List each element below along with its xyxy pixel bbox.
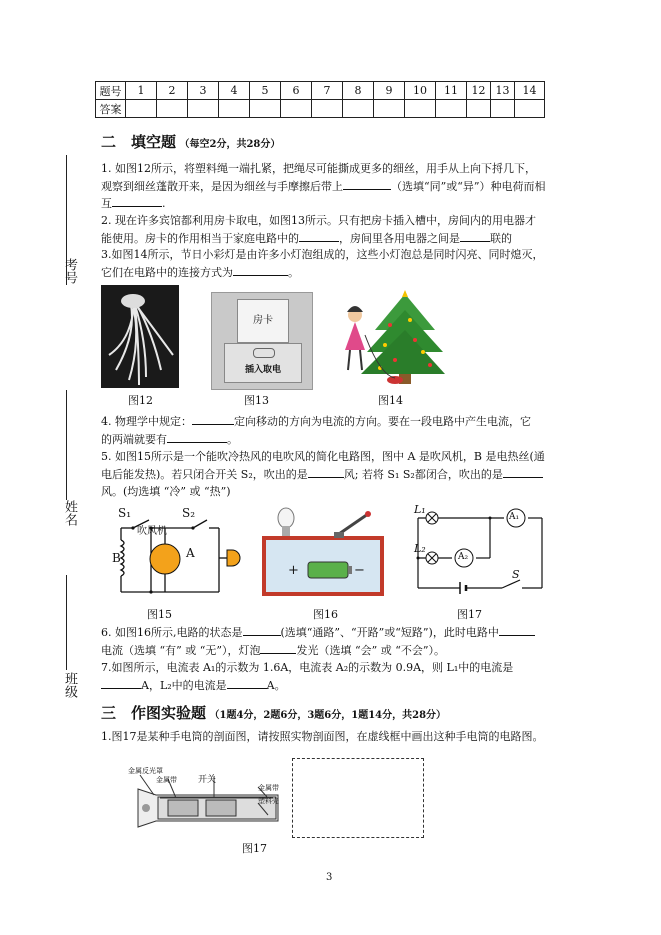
- q3-line2: [101, 264, 571, 282]
- table-cell: 1: [126, 82, 157, 100]
- q2-text-d: 联的: [490, 231, 512, 245]
- answer-cell[interactable]: [343, 100, 374, 118]
- answer-blank[interactable]: [192, 413, 234, 425]
- figure-12-image: [101, 285, 179, 388]
- circuit-15-b: B: [112, 551, 121, 565]
- circuit-17-a1: A₁: [509, 512, 520, 522]
- q4-line2: [101, 431, 571, 449]
- table-row-label: 题号: [96, 82, 126, 100]
- label-switch: 开关: [198, 775, 217, 785]
- answer-blank[interactable]: [299, 230, 339, 242]
- q5-text-b: 电后能发热)。若只闭合开关 S₂，吹出的是: [101, 467, 308, 481]
- question-7: [101, 659, 571, 694]
- q4-line1: [101, 413, 571, 431]
- sidebar-banji: 班级: [62, 672, 77, 698]
- circuit-15-a: A: [186, 546, 195, 560]
- answer-cell[interactable]: [312, 100, 343, 118]
- circuit-17-s: S: [512, 568, 520, 581]
- circuit-15-diagram: [101, 510, 241, 602]
- q4-text-c: 的两端就要有: [101, 432, 167, 446]
- section2-note: （每空2分，共28分）: [179, 139, 281, 150]
- q3-line1: 3.如图14所示，节日小彩灯是由许多小灯泡组成的，这些小灯泡总是同时闪亮、同时熄灭，: [101, 248, 544, 261]
- table-cell: 12: [467, 82, 491, 100]
- answer-cell[interactable]: [515, 100, 545, 118]
- q1-text-d: 互: [101, 197, 112, 210]
- answer-blank[interactable]: [101, 677, 141, 689]
- question-5: [101, 448, 571, 501]
- q1-line2: [101, 178, 571, 196]
- slot-icon: [253, 348, 275, 358]
- answer-blank[interactable]: [343, 178, 391, 190]
- q3-text-b: 它们在电路中的连接方式为: [101, 265, 233, 279]
- page-number: 3: [326, 872, 333, 883]
- question-2: [101, 212, 571, 247]
- question-3: [101, 246, 571, 281]
- card-slot: [224, 343, 302, 383]
- circuit-17-a2: A₂: [458, 552, 469, 562]
- label-strip: 金属带: [156, 776, 177, 784]
- q7-line2: [101, 677, 571, 695]
- q1-text-c: （选填“同”或“异”）种电荷而相: [391, 179, 546, 193]
- table-cell: 13: [491, 82, 515, 100]
- answer-cell[interactable]: [188, 100, 219, 118]
- score-table: [95, 81, 545, 118]
- room-card: 房卡: [237, 299, 289, 343]
- q2-text-c: ，房间里各用电器之间是: [339, 231, 460, 245]
- q5-text-c: 风; 若将 S₁ S₂都闭合，吹出的是: [343, 467, 503, 481]
- answer-blank[interactable]: [499, 624, 535, 636]
- q5-line3: 风。(均选填 “冷” 或 “热”): [101, 485, 231, 498]
- answer-cell[interactable]: [467, 100, 491, 118]
- figure-17b-caption: 图17: [242, 842, 267, 855]
- table-cell: 5: [250, 82, 281, 100]
- q7-line1: 7.如图所示，电流表 A₁的示数为 1.6A，电流表 A₂的示数为 0.9A，则 L₁中的电流是: [101, 661, 514, 674]
- answer-blank[interactable]: [167, 431, 227, 443]
- answer-cell[interactable]: [219, 100, 250, 118]
- q2-text-b: 能使用。房卡的作用相当于家庭电路中的: [101, 231, 299, 245]
- answer-cell[interactable]: [250, 100, 281, 118]
- table-cell: 3: [188, 82, 219, 100]
- circuit-17-l2: L₂: [414, 542, 426, 555]
- label-strip-2: 金属带: [258, 784, 279, 792]
- figure-14-caption: 图14: [378, 394, 403, 407]
- table-cell: 10: [405, 82, 436, 100]
- q1-text-e: .: [162, 197, 166, 210]
- answer-cell[interactable]: [491, 100, 515, 118]
- svg-text:+: +: [288, 563, 299, 578]
- q6-line2: [101, 642, 571, 660]
- label-shell: 塑料壳: [258, 797, 279, 805]
- figure-17-caption: 图17: [457, 608, 482, 621]
- section3-question-1: 1.图17是某种手电筒的剖面图，请按照实物剖面图，在虚线框中画出这种手电筒的电路图。: [101, 730, 544, 743]
- section2-heading: [101, 131, 280, 152]
- q1-line1: 1. 如图12所示，将塑料绳一端扎紧，把绳尽可能撕成更多的细丝，用手从上向下捋几下，: [101, 162, 536, 175]
- string-strands-icon: [101, 285, 179, 388]
- q7-text-c: A。: [266, 678, 286, 692]
- q6-text-b: (选填“通路”、“开路”或“短路”)，此时电路中: [280, 626, 499, 639]
- label-reflector: 金属反光罩: [128, 767, 163, 775]
- drawing-box[interactable]: [292, 758, 424, 838]
- q2-line1: 2. 现在许多宾馆都利用房卡取电，如图13所示。只有把房卡插入槽中，房间内的用电器才: [101, 214, 536, 227]
- circuit-15-s1: S₁: [118, 506, 132, 520]
- q7-text-b: A，L₂中的电流是: [141, 678, 227, 692]
- answer-blank[interactable]: [308, 466, 344, 478]
- circuit-15-s2: S₂: [182, 506, 196, 520]
- q5-line1: 5. 如图15所示是一个能吹冷热风的电吹风的简化电路图，图中 A 是吹风机，B 是电热丝(通: [101, 450, 545, 463]
- q6-text-d: 发光（选填 “会” 或 “不会”）。: [296, 643, 445, 657]
- answer-blank[interactable]: [227, 677, 267, 689]
- figure-16-image: [258, 500, 388, 600]
- q4-text-a: 4. 物理学中规定：: [101, 415, 192, 428]
- answer-cell[interactable]: [126, 100, 157, 118]
- q1-text-b: 观察到细丝蓬散开来，是因为细丝与手摩擦后带上: [101, 179, 343, 193]
- figure-16-caption: 图16: [313, 608, 338, 621]
- circuit-16-apparatus: [258, 500, 388, 600]
- table-cell: 7: [312, 82, 343, 100]
- answer-blank[interactable]: [112, 195, 162, 207]
- q6-text-c: 电流（选填 “有” 或 “无”），灯泡: [101, 643, 261, 657]
- q5-line2: [101, 466, 571, 484]
- answer-cell[interactable]: [436, 100, 467, 118]
- sidebar-line-2: [66, 390, 67, 500]
- q6-text-a: 6. 如图16所示,电路的状态是: [101, 626, 243, 639]
- q4-text-b: 定向移动的方向为电流的方向。要在一段电路中产生电流，它: [234, 415, 531, 428]
- section3-title: 三 作图实验题: [101, 704, 207, 722]
- answer-blank[interactable]: [503, 466, 543, 478]
- section3-heading: [101, 702, 446, 723]
- figure-12-caption: 图12: [128, 394, 153, 407]
- table-cell: 4: [219, 82, 250, 100]
- q4-text-d: 。: [227, 432, 238, 446]
- answer-blank[interactable]: [243, 624, 281, 636]
- q3-text-c: 。: [288, 265, 299, 279]
- table-cell: 9: [374, 82, 405, 100]
- sidebar-line-3: [66, 575, 67, 670]
- section3-note: （1题4分，2题6分，3题6分，1题14分，共28分）: [209, 710, 447, 721]
- q2-line2: [101, 230, 571, 248]
- table-cell: 2: [157, 82, 188, 100]
- figure-13-caption: 图13: [244, 394, 269, 407]
- circuit-15-label: 吹风机: [137, 526, 167, 537]
- answer-cell[interactable]: [157, 100, 188, 118]
- answer-cell[interactable]: [374, 100, 405, 118]
- table-cell: 11: [436, 82, 467, 100]
- circuit-17-l1: L₁: [414, 503, 426, 516]
- table-cell: 8: [343, 82, 374, 100]
- answer-cell[interactable]: [281, 100, 312, 118]
- section2-title: 二 填空题: [101, 133, 177, 151]
- question-4: [101, 413, 571, 448]
- answer-blank[interactable]: [233, 264, 288, 276]
- table-cell: 6: [281, 82, 312, 100]
- q6-line1: [101, 624, 571, 642]
- svg-text:−: −: [354, 563, 365, 578]
- figure-15-circuit: [101, 510, 241, 602]
- question-6: [101, 624, 571, 659]
- slot-label: 插入取电: [244, 365, 281, 375]
- table-row-label: 答案: [96, 100, 126, 118]
- figure-15-caption: 图15: [147, 608, 172, 621]
- sidebar-xingming: 姓名: [62, 500, 77, 526]
- q1-line3: [101, 195, 571, 213]
- question-1: [101, 160, 571, 213]
- sidebar-kaohao: 考号: [62, 258, 77, 284]
- table-cell: 14: [515, 82, 545, 100]
- christmas-tree-icon: [335, 290, 445, 386]
- answer-cell[interactable]: [405, 100, 436, 118]
- answer-blank[interactable]: [260, 642, 296, 654]
- figure-13-image: [211, 292, 313, 390]
- figure-14-image: [335, 290, 445, 386]
- answer-blank[interactable]: [460, 230, 490, 242]
